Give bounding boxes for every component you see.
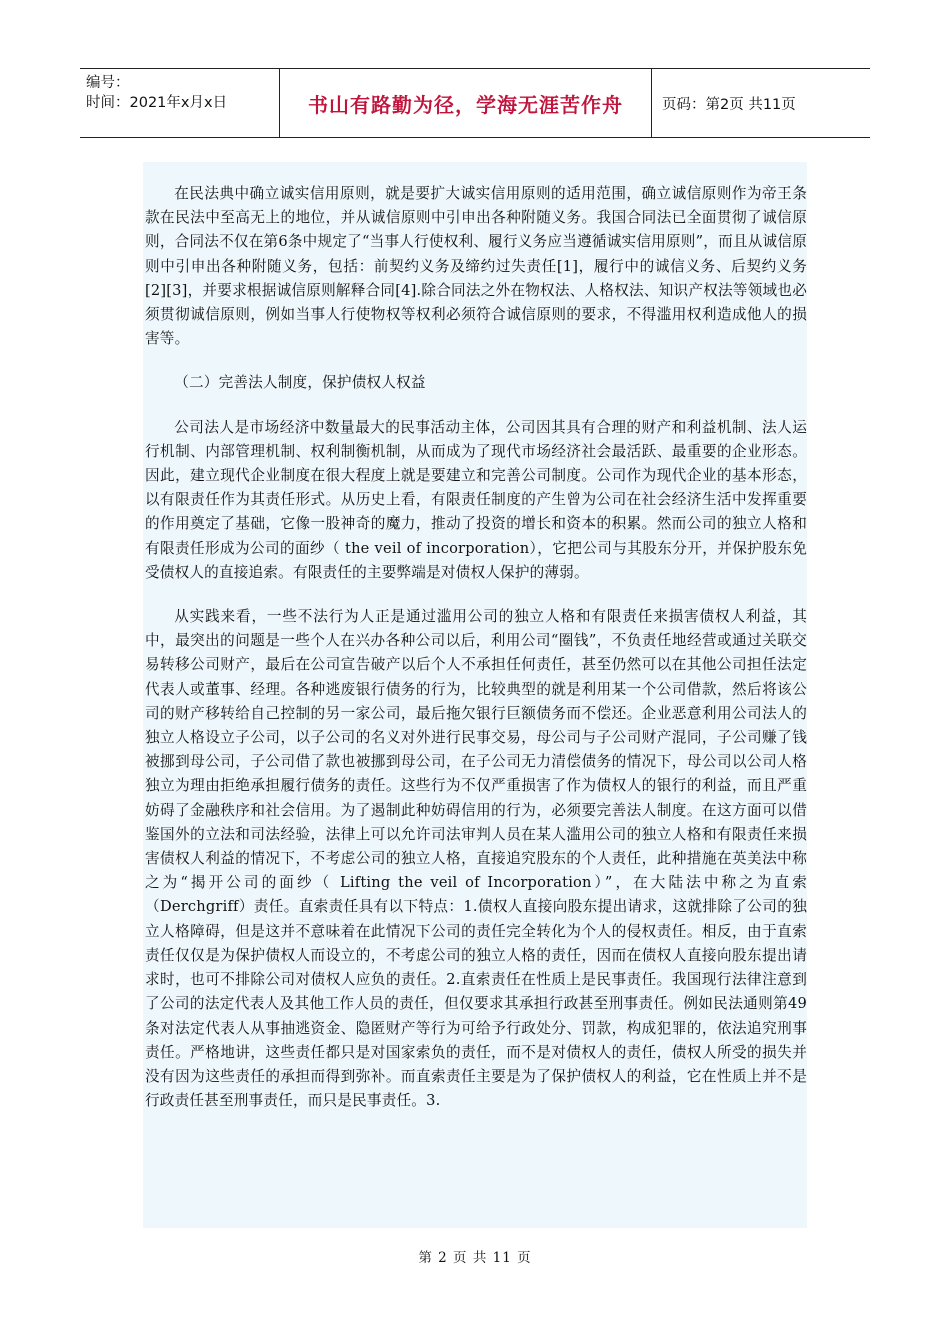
page-footer: 第 2 页 共 11 页 <box>418 1250 532 1266</box>
section-heading: （二）完善法人制度，保护债权人权益 <box>174 374 426 392</box>
paragraph-good-faith: 在民法典中确立诚实信用原则，就是要扩大诚实信用原则的适用范围，确立诚信原则作为帝王条款在民法中至高无上的地位，并从诚信原则中引申出各种附随义务。我国合同法已全面贯彻了诚信原则，合同法不仅在第6条中规定了“当事人行使权利、履行义务应当遵循诚实信用原则”，而且从诚信原则中引申出各种附随义务，包括：前契约义务及缔约过失责任[1]，履行中的诚信义务、后契约义务[2][3]，并要求根据诚信原则解释合同[4].除合同法之外在物权法、人格权法、知识产权法等领域也必须贯彻诚信原则，例如当事人行使物权等权利必须符合诚信原则的要求，不得滥用权利造成他人的损害等。 <box>145 185 807 348</box>
page-header <box>80 68 870 138</box>
header-meta <box>80 69 280 137</box>
document-number-label: 编号： <box>86 75 130 91</box>
paragraph-practice: 从实践来看，一些不法行为人正是通过滥用公司的独立人格和有限责任来损害债权人利益，其中，最突出的问题是一些个人在兴办各种公司以后，利用公司“圈钱”，不负责任地经营或通过关联交易转移公司财产，最后在公司宣告破产以后个人不承担任何责任，甚至仍然可以在其他公司担任法定代表人或董事、经理。各种逃废银行债务的行为，比较典型的就是利用某一个公司借款，然后将该公司的财产移转给自己控制的另一家公司，最后拖欠银行巨额债务而不偿还。企业恶意利用公司法人的独立人格设立子公司，以子公司的名义对外进行民事交易，母公司与子公司财产混同，子公司赚了钱被挪到母公司，子公司借了款也被挪到母公司，在子公司无力清偿债务的情况下，母公司以公司人格独立为理由拒绝承担履行债务的责任。这些行为不仅严重损害了作为债权人的银行的利益，而且严重妨碍了金融秩序和社会信用。为了遏制此种妨碍信用的行为，必须要完善法人制度。在这方面可以借鉴国外的立法和司法经验，法律上可以允许司法审判人员在某人滥用公司的独立人格和有限责任来损害债权人利益的情况下，不考虑公司的独立人格，直接追究股东的个人责任，此种措施在英美法中称之为“揭开公司的面纱（ Lifting the veil of Incorporation）”，在大陆法中称之为直索（Derchgriff）责任。直索责任具有以下特点：1.债权人直接向股东提出请求，这就排除了公司的独立人格障碍，但是这并不意味着在此情况下公司的责任完全转化为个人的侵权责任。相反，由于直索责任仅仅是为保护债权人而设立的，不考虑公司的独立人格的责任，因而在债权人直接向股东提出请求时，也可不排除公司对债权人应负的责任。2.直索责任在性质上是民事责任。我国现行法律注意到了公司的法定代表人及其他工作人员的责任，但仅要求其承担行政甚至刑事责任。例如民法通则第49条对法定代表人从事抽逃资金、隐匿财产等行为可给予行政处分、罚款，构成犯罪的，依法追究刑事责任。严格地讲，这些责任都只是对国家索负的责任，而不是对债权人的责任，债权人所受的损失并没有因为这些责任的承担而得到弥补。而直索责任主要是为了保护债权人的利益，它在性质上并不是行政责任甚至刑事责任，而只是民事责任。3. <box>145 608 807 1110</box>
document-body <box>143 162 807 1228</box>
document-date: 时间：2021年x月x日 <box>86 95 228 111</box>
paragraph-company-legal-person: 公司法人是市场经济中数量最大的民事活动主体，公司因其具有合理的财产和利益机制、法人运行机制、内部管理机制、权利制衡机制，从而成为了现代市场经济社会最活跃、最重要的企业形态。因此，建立现代企业制度在很大程度上就是要建立和完善公司制度。公司作为现代企业的基本形态，以有限责任作为其责任形式。从历史上看，有限责任制度的产生曾为公司在社会经济生活中发挥重要的作用奠定了基础，它像一股神奇的魔力，推动了投资的增长和资本的积累。然而公司的独立人格和有限责任形成为公司的面纱（ the veil of incorporation），它把公司与其股东分开，并保护股东免受债权人的直接追索。有限责任的主要弊端是对债权人保护的薄弱。 <box>145 418 807 581</box>
header-page-info: 页码：第2页 共11页 <box>662 96 796 113</box>
header-motto: 书山有路勤为径，学海无涯苦作舟 <box>280 69 652 137</box>
